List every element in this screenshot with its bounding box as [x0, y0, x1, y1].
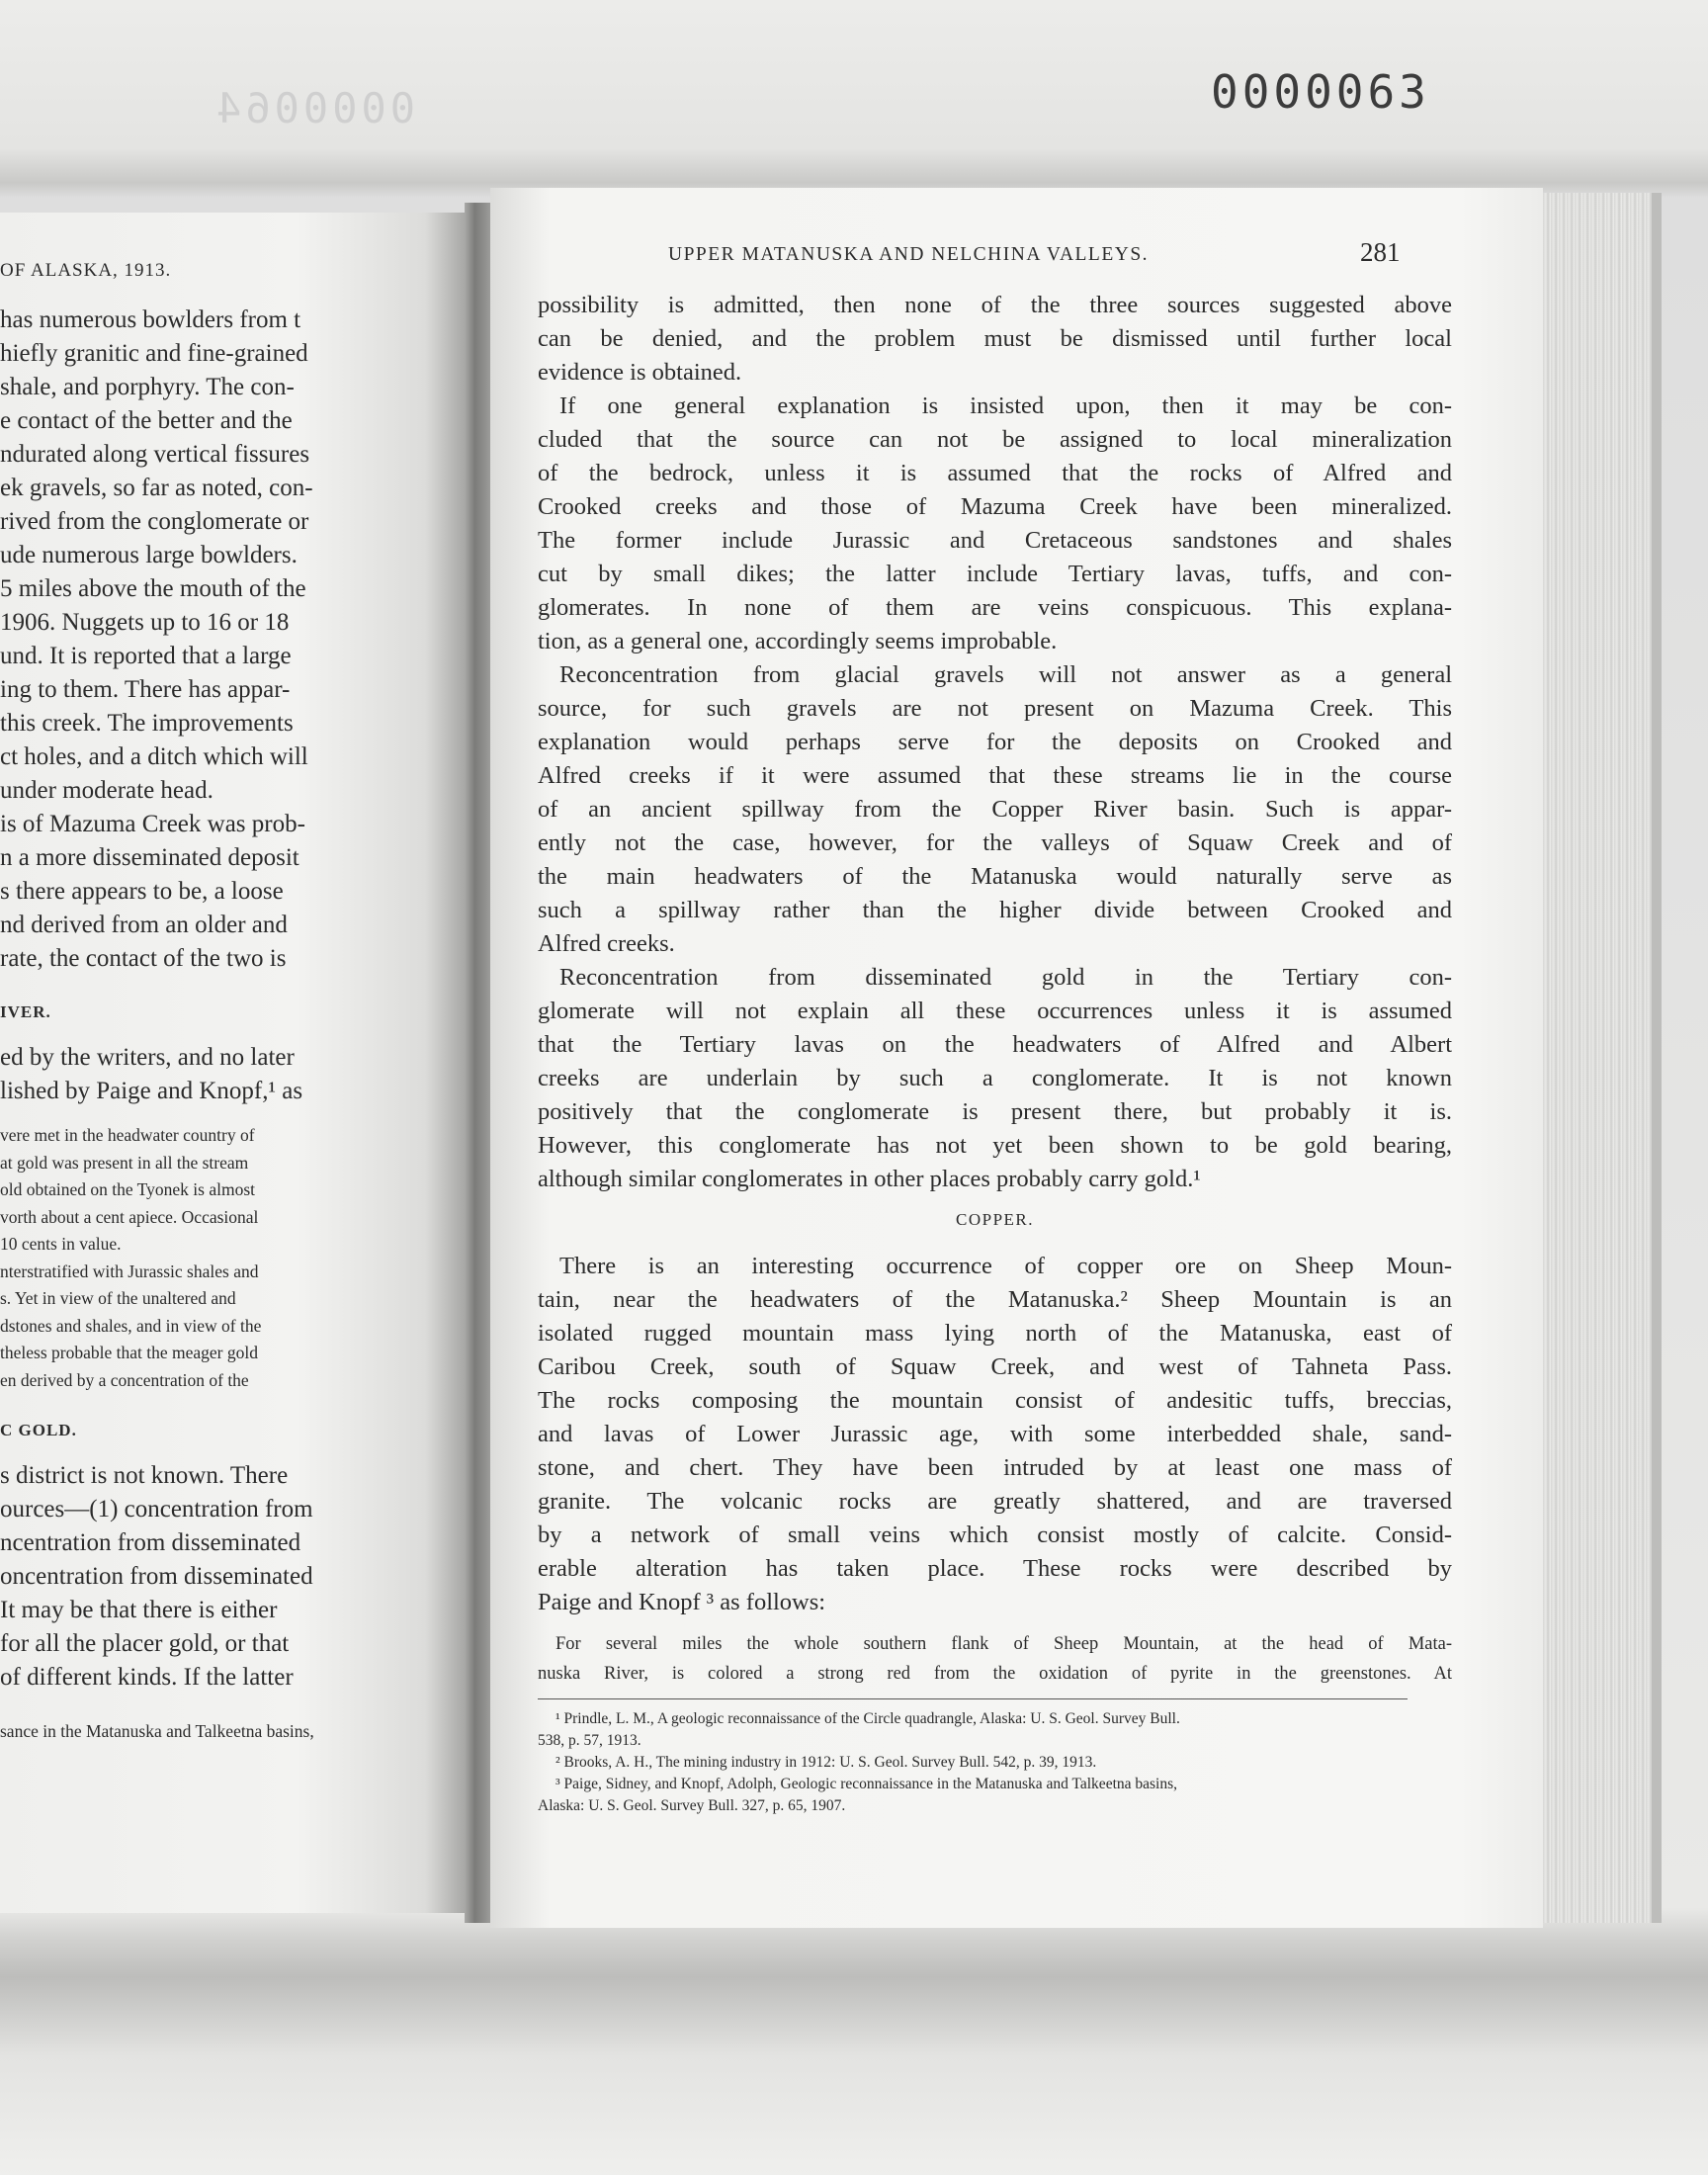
body-line: The former include Jurassic and Cretaceous sandstones and shales: [538, 527, 1452, 554]
left-page-line: ing to them. There has appar-: [0, 676, 291, 703]
left-page-line: rived from the conglomerate or: [0, 508, 309, 535]
left-page-line: has numerous bowlders from t: [0, 306, 301, 333]
body-line: Paige and Knopf ³ as follows:: [538, 1589, 826, 1615]
body-line: evidence is obtained.: [538, 359, 742, 386]
left-page-line: at gold was present in all the stream: [0, 1152, 249, 1173]
left-page-line: for all the placer gold, or that: [0, 1630, 290, 1657]
body-line: Crooked creeks and those of Mazuma Creek have been mineralized.: [538, 493, 1452, 520]
body-line: Reconcentration from glacial gravels will not answer as a general: [559, 661, 1452, 688]
left-page-line: ek gravels, so far as noted, con-: [0, 475, 313, 501]
body-line: Caribou Creek, south of Squaw Creek, and west of Tahneta Pass.: [538, 1353, 1452, 1380]
body-line: that the Tertiary lavas on the headwaters of Alfred and Albert: [538, 1031, 1452, 1058]
body-line: However, this conglomerate has not yet been shown to be gold bearing,: [538, 1132, 1452, 1159]
body-line: can be denied, and the problem must be dismissed until further local: [538, 325, 1452, 352]
left-running-head: OF ALASKA, 1913.: [0, 260, 172, 281]
left-page-line: rate, the contact of the two is: [0, 945, 287, 972]
body-line: source, for such gravels are not present on Mazuma Creek. This: [538, 695, 1452, 722]
footnote-rule: [538, 1698, 1408, 1699]
left-page-line: this creek. The improvements: [0, 710, 294, 737]
left-page-line: s. Yet in view of the unaltered and: [0, 1288, 236, 1308]
right-page: [490, 188, 1543, 1928]
left-page-line: e contact of the better and the: [0, 407, 293, 434]
page-edges: [1543, 193, 1662, 1923]
page-number: 281: [1360, 237, 1401, 267]
left-page-line: shale, and porphyry. The con-: [0, 374, 295, 400]
body-line: If one general explanation is insisted upon, then it may be con-: [559, 392, 1452, 419]
body-line: of an ancient spillway from the Copper River basin. Such is appar-: [538, 796, 1452, 823]
left-page-line: s there appears to be, a loose: [0, 878, 284, 905]
left-page-line: ncentration from disseminated: [0, 1529, 301, 1556]
body-line: the main headwaters of the Matanuska would naturally serve as: [538, 863, 1452, 890]
body-line: and lavas of Lower Jurassic age, with some interbedded shale, sand-: [538, 1421, 1452, 1447]
footnote-line: Alaska: U. S. Geol. Survey Bull. 327, p. 65, 1907.: [538, 1797, 846, 1814]
left-page-line: n a more disseminated deposit: [0, 844, 299, 871]
body-line: erable alteration has taken place. These rocks were described by: [538, 1555, 1452, 1582]
body-line: creeks are underlain by such a conglomerate. It is not known: [538, 1065, 1452, 1091]
left-page-line: It may be that there is either: [0, 1597, 278, 1623]
running-head: UPPER MATANUSKA AND NELCHINA VALLEYS.: [668, 244, 1150, 265]
body-line: granite. The volcanic rocks are greatly shattered, and are traversed: [538, 1488, 1452, 1515]
left-page-line: old obtained on the Tyonek is almost: [0, 1179, 256, 1199]
left-page-line: under moderate head.: [0, 777, 214, 804]
left-page-line: hiefly granitic and fine-grained: [0, 340, 308, 367]
left-page-line: of different kinds. If the latter: [0, 1664, 294, 1691]
footnote-line: ³ Paige, Sidney, and Knopf, Adolph, Geologic reconnaissance in the Matanuska and Talkeetna basins,: [555, 1776, 1178, 1792]
left-page-line: ude numerous large bowlders.: [0, 542, 298, 568]
left-page-line: ct holes, and a ditch which will: [0, 743, 308, 770]
left-page-line: dstones and shales, and in view of the: [0, 1315, 262, 1336]
body-line: Reconcentration from disseminated gold in the Tertiary con-: [559, 964, 1452, 991]
left-page-line: theless probable that the meager gold: [0, 1343, 258, 1362]
book-gutter: [465, 203, 490, 1923]
footnote-line: ² Brooks, A. H., The mining industry in 1912: U. S. Geol. Survey Bull. 542, p. 39, 1913.: [555, 1754, 1097, 1771]
body-line: glomerate will not explain all these occurrences unless it is assumed: [538, 998, 1452, 1024]
body-line: of the bedrock, unless it is assumed that the rocks of Alfred and: [538, 460, 1452, 486]
section-heading: COPPER.: [956, 1210, 1034, 1229]
body-line: cut by small dikes; the latter include Tertiary lavas, tuffs, and con-: [538, 561, 1452, 587]
left-page-line: sance in the Matanuska and Talkeetna basins,: [0, 1721, 314, 1741]
left-page-line: und. It is reported that a large: [0, 643, 292, 669]
body-line: possibility is admitted, then none of the three sources suggested above: [538, 292, 1452, 318]
left-page-line: ed by the writers, and no later: [0, 1044, 295, 1071]
left-page-line: 5 miles above the mouth of the: [0, 575, 306, 602]
left-page-line: C GOLD.: [0, 1421, 77, 1439]
body-line: Alfred creeks.: [538, 930, 675, 957]
body-line: glomerates. In none of them are veins conspicuous. This explana-: [538, 594, 1452, 621]
body-line: stone, and chert. They have been intruded by at least one mass of: [538, 1454, 1452, 1481]
body-line: The rocks composing the mountain consist of andesitic tuffs, breccias,: [538, 1387, 1452, 1414]
left-page-line: 1906. Nuggets up to 16 or 18: [0, 609, 290, 636]
left-page-line: is of Mazuma Creek was prob-: [0, 811, 305, 837]
body-line: Alfred creeks if it were assumed that these streams lie in the course: [538, 762, 1452, 789]
left-page-line: oncentration from disseminated: [0, 1563, 313, 1590]
body-line: ently not the case, however, for the valleys of Squaw Creek and of: [538, 829, 1452, 856]
left-page-line: ndurated along vertical fissures: [0, 441, 310, 468]
left-page-line: IVER.: [0, 1002, 51, 1021]
quotation-line: nuska River, is colored a strong red from the oxidation of pyrite in the greenstones. At: [538, 1664, 1452, 1684]
left-page-line: vere met in the headwater country of: [0, 1125, 255, 1145]
left-page-line: s district is not known. There: [0, 1462, 289, 1489]
body-line: although similar conglomerates in other places probably carry gold.¹: [538, 1166, 1201, 1192]
left-page: [0, 213, 465, 1913]
body-line: tain, near the headwaters of the Matanuska.² Sheep Mountain is an: [538, 1286, 1452, 1313]
body-line: isolated rugged mountain mass lying north of the Matanuska, east of: [538, 1320, 1452, 1347]
body-line: There is an interesting occurrence of copper ore on Sheep Moun-: [559, 1253, 1452, 1279]
left-page-line: ources—(1) concentration from: [0, 1496, 313, 1522]
left-page-line: en derived by a concentration of the: [0, 1369, 249, 1390]
left-page-line: lished by Paige and Knopf,¹ as: [0, 1078, 303, 1104]
left-page-line: 10 cents in value.: [0, 1234, 122, 1254]
quotation-line: For several miles the whole southern flank of Sheep Mountain, at the head of Mata-: [555, 1634, 1452, 1654]
left-page-line: vorth about a cent apiece. Occasional: [0, 1206, 259, 1227]
body-line: such a spillway rather than the higher divide between Crooked and: [538, 897, 1452, 923]
footnote-line: 538, p. 57, 1913.: [538, 1732, 641, 1749]
body-line: tion, as a general one, accordingly seems improbable.: [538, 628, 1058, 654]
faint-bleed-through-number: 0000064: [213, 84, 416, 132]
left-page-line: nterstratified with Jurassic shales and: [0, 1261, 259, 1281]
body-line: by a network of small veins which consist mostly of calcite. Consid-: [538, 1522, 1452, 1548]
footnote-line: ¹ Prindle, L. M., A geologic reconnaissance of the Circle quadrangle, Alaska: U. S. Geol. Survey Bull.: [555, 1710, 1180, 1727]
body-line: positively that the conglomerate is present there, but probably it is.: [538, 1098, 1452, 1125]
body-line: cluded that the source can not be assigned to local mineralization: [538, 426, 1452, 453]
left-page-line: nd derived from an older and: [0, 912, 288, 938]
document-stamp-number: 0000063: [1211, 65, 1430, 119]
body-line: explanation would perhaps serve for the deposits on Crooked and: [538, 729, 1452, 755]
